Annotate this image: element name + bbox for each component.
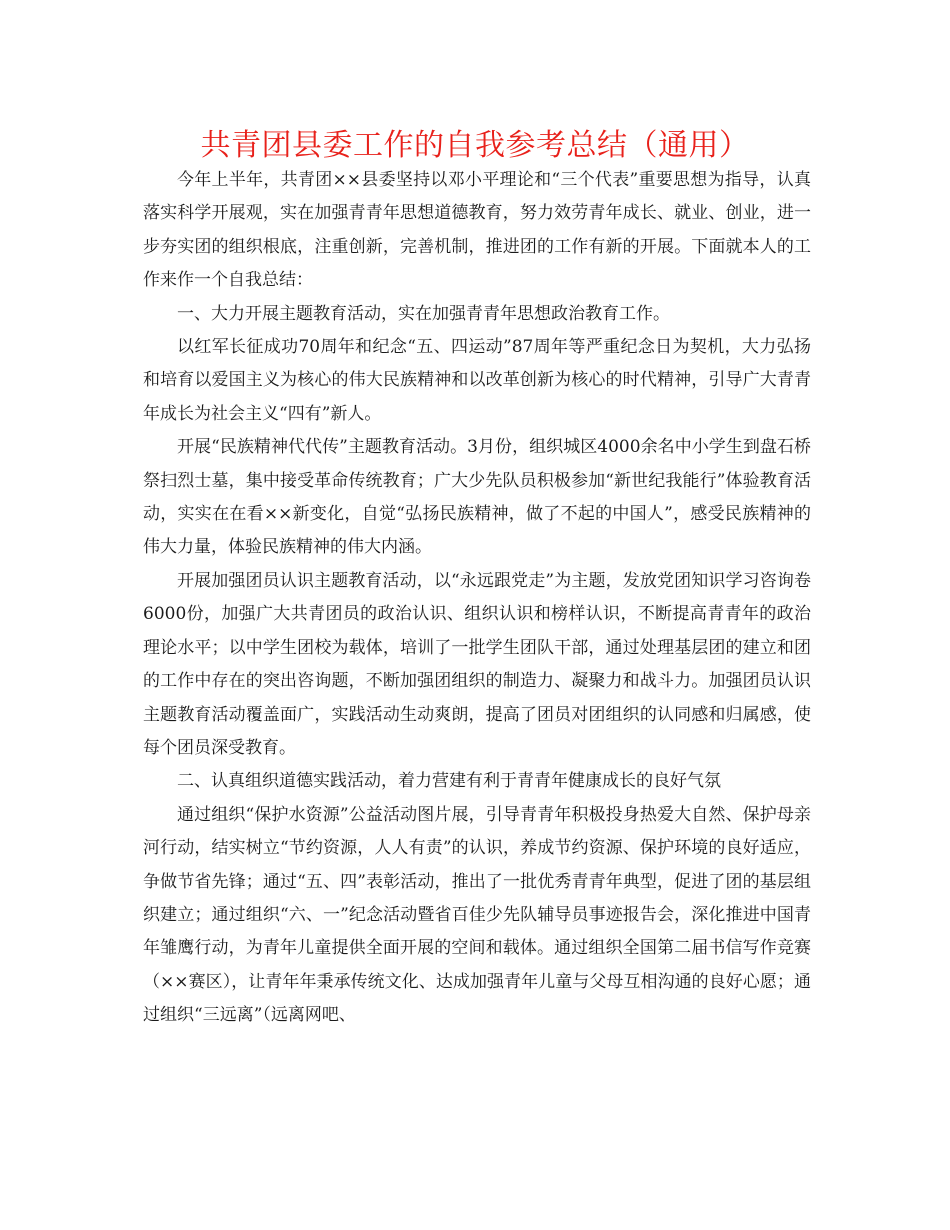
heading-section-2: 二、认真组织道德实践活动，着力营建有利于青青年健康成长的良好气氛 [177,771,721,792]
document-body [143,164,811,1033]
paragraph: 通过组织“保护水资源”公益活动图片展，引导青青年积极投身热爱大自然、保护母亲河行动，结实树立“节约资源，人人有责”的认识，养成节约资源、保护环境的良好适应，争做节省先锋；通过“五、四”表彰活动，推出了一批优秀青青年典型，促进了团的基层组织建立；通过组织“六、一”纪念活动暨省百佳少先队辅导员事迹报告会，深化推进中国青年雏鹰行动，为青年儿童提供全面开展的空间和载体。通过组织全国第二届书信写作竞赛（××赛区），让青年年秉承传统文化、达成加强青年儿童与父母互相沟通的良好心愿；通过组织“三远离”（远离网吧、 [143,804,811,1026]
paragraph: 开展“民族精神代代传”主题教育活动。3月份，组织城区4000余名中小学生到盘石桥祭扫烈士墓，集中接受革命传统教育；广大少先队员积极参加“新世纪我能行”体验教育活动，实实在在看××新变化，自觉“弘扬民族精神，做了不起的中国人”，感受民族精神的伟大力量，体验民族精神的伟大内涵。 [143,437,811,558]
paragraph: 开展加强团员认识主题教育活动，以“永远跟党走”为主题，发放党团知识学习咨询卷6000份，加强广大共青团员的政治认识、组织认识和榜样认识，不断提高青青年的政治理论水平；以中学生团校为载体，培训了一批学生团队干部，通过处理基层团的建立和团的工作中存在的突出咨询题，不断加强团组织的制造力、凝聚力和战斗力。加强团员认识主题教育活动覆盖面广，实践活动生动爽朗，提高了团员对团组织的认同感和归属感，使每个团员深受教育。 [143,570,811,758]
heading-section-1: 一、大力开展主题教育活动，实在加强青青年思想政治教育工作。 [177,303,670,324]
paragraph-intro: 今年上半年，共青团××县委坚持以邓小平理论和“三个代表”重要思想为指导，认真落实科学开展观，实在加强青青年思想道德教育，努力效劳青年成长、就业、创业，进一步夯实团的组织根底，注重创新，完善机制，推进团的工作有新的开展。下面就本人的工作来作一个自我总结： [143,170,811,291]
document-title: 共青团县委工作的自我参考总结（通用） [200,128,750,163]
paragraph: 以红军长征成功70周年和纪念“五、四运动”87周年等严重纪念日为契机，大力弘扬和培育以爱国主义为核心的伟大民族精神和以改革创新为核心的时代精神，引导广大青青年成长为社会主义“四有”新人。 [143,337,811,424]
